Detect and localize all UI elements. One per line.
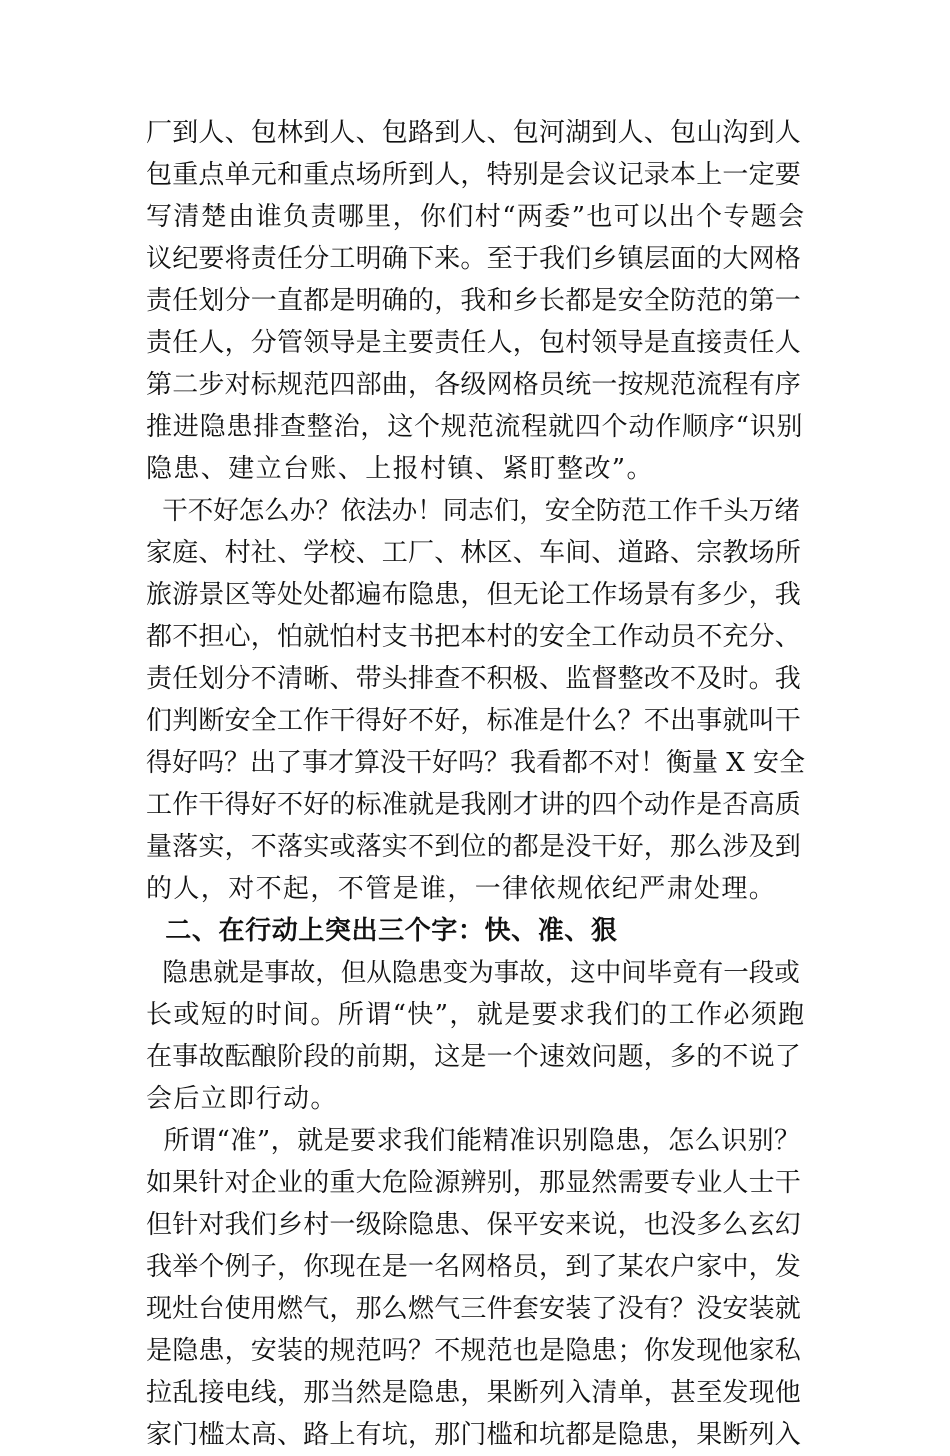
text-line: 们判断安全工作干得好不好，标准是什么？不出事就叫干 bbox=[146, 706, 802, 736]
text-line: 第二步对标规范四部曲，各级网格员统一按规范流程有序 bbox=[146, 370, 802, 400]
text-line: 如果针对企业的重大危险源辨别，那显然需要专业人士干 bbox=[146, 1168, 802, 1198]
text-line: 现灶台使用燃气，那么燃气三件套安装了没有？没安装就 bbox=[146, 1294, 802, 1324]
paragraph-start-line: 干不好怎么办？依法办！同志们，安全防范工作千头万绪 bbox=[146, 496, 800, 526]
text-line: 厂到人、包林到人、包路到人、包河湖到人、包山沟到人 bbox=[146, 118, 802, 148]
text-line: 在事故酝酿阶段的前期，这是一个速效问题，多的不说了 bbox=[146, 1042, 802, 1072]
text-line: 推进隐患排查整治，这个规范流程就四个动作顺序“识别 bbox=[146, 412, 804, 442]
text-line: 得好吗？出了事才算没干好吗？我看都不对！衡量 X 安全 bbox=[146, 748, 806, 778]
text-line: 但针对我们乡村一级除隐患、保平安来说，也没多么玄幻 bbox=[146, 1210, 802, 1240]
text-line: 是隐患，安装的规范吗？不规范也是隐患；你发现他家私 bbox=[146, 1336, 802, 1366]
text-line: 责任人，分管领导是主要责任人，包村领导是直接责任人 bbox=[146, 328, 802, 358]
text-line: 隐患、建立台账、上报村镇、紧盯整改”。 bbox=[146, 454, 654, 484]
text-line: 量落实，不落实或落实不到位的都是没干好，那么涉及到 bbox=[146, 832, 802, 862]
text-line: 旅游景区等处处都遍布隐患，但无论工作场景有多少，我 bbox=[146, 580, 802, 610]
text-line: 写清楚由谁负责哪里，你们村“两委”也可以出个专题会 bbox=[146, 202, 806, 232]
text-line: 工作干得好不好的标准就是我刚才讲的四个动作是否高质 bbox=[146, 790, 802, 820]
text-line: 责任划分一直都是明确的，我和乡长都是安全防范的第一 bbox=[146, 286, 802, 316]
text-line: 责任划分不清晰、带头排查不积极、监督整改不及时。我 bbox=[146, 664, 802, 694]
body-text bbox=[146, 112, 806, 1456]
text-line: 我举个例子，你现在是一名网格员，到了某农户家中，发 bbox=[146, 1252, 802, 1282]
text-line: 家门槛太高、路上有坑，那门槛和坑都是隐患，果断列入 bbox=[146, 1420, 802, 1450]
text-line: 长或短的时间。所谓“快”，就是要求我们的工作必须跑 bbox=[146, 1000, 806, 1030]
text-line: 会后立即行动。 bbox=[146, 1084, 338, 1114]
section-heading: 二、在行动上突出三个字：快、准、狠 bbox=[146, 916, 618, 946]
text-line: 拉乱接电线，那当然是隐患，果断列入清单，甚至发现他 bbox=[146, 1378, 802, 1408]
paragraph-start-line: 所谓“准”，就是要求我们能精准识别隐患，怎么识别？ bbox=[146, 1126, 801, 1156]
text-line: 家庭、村社、学校、工厂、林区、车间、道路、宗教场所 bbox=[146, 538, 802, 568]
text-line: 的人，对不起，不管是谁，一律依规依纪严肃处理。 bbox=[146, 874, 777, 904]
text-line: 议纪要将责任分工明确下来。至于我们乡镇层面的大网格 bbox=[146, 244, 802, 274]
text-line: 都不担心，怕就怕村支书把本村的安全工作动员不充分、 bbox=[146, 622, 802, 652]
text-line: 包重点单元和重点场所到人，特别是会议记录本上一定要 bbox=[146, 160, 802, 190]
paragraph-start-line: 隐患就是事故，但从隐患变为事故，这中间毕竟有一段或 bbox=[146, 958, 800, 988]
